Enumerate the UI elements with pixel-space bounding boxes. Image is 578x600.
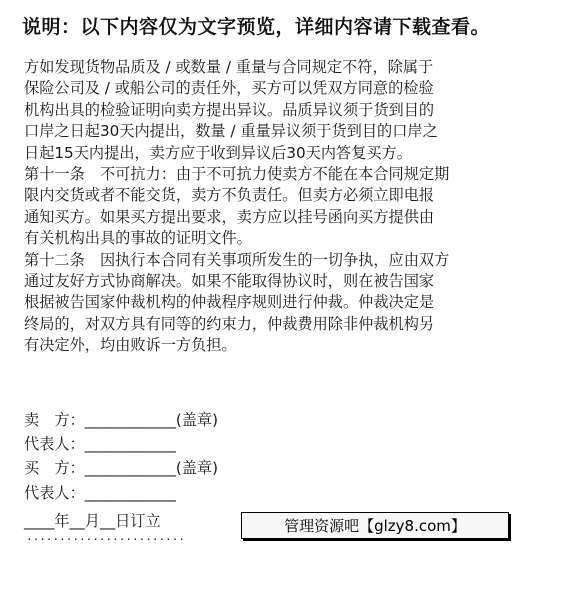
buyer-representative-line: 代表人：____________ <box>24 483 176 502</box>
contract-body <box>24 57 554 357</box>
text-line: 根据被告国家仲裁机构的仲裁程序规则进行仲裁。仲裁决定是 <box>24 293 435 312</box>
seller-signature-line: 卖 方：____________(盖章) <box>24 411 219 429</box>
text-line: 限内交货或者不能交货，卖方不负责任。但卖方必须立即电报 <box>24 186 435 205</box>
preview-notice: 说明：以下内容仅为文字预览，详细内容请下载查看。 <box>22 16 491 38</box>
text-line: 机构出具的检验证明向卖方提出异议。品质异议须于货到目的 <box>24 100 435 119</box>
text-line: 有决定外，均由败诉一方负担。 <box>24 336 237 355</box>
text-line: 日起15天内提出，卖方应于收到异议后30天内答复买方。 <box>24 143 412 162</box>
text-line: 通知买方。如果买方提出要求，卖方应以挂号函向买方提供由 <box>24 207 435 226</box>
text-line: 终局的，对双方具有同等的约束力，仲裁费用除非仲裁机构另 <box>24 314 435 333</box>
signing-date-line: ____年__月__日订立 <box>24 512 161 530</box>
text-line: 通过友好方式协商解决。如果不能取得协议时，则在被告国家 <box>24 272 435 291</box>
dotted-separator: ························ <box>26 533 185 546</box>
seller-representative-line: 代表人：____________ <box>24 435 176 454</box>
text-line: 方如发现货物品质及 / 或数量 / 重量与合同规定不符，除属于 <box>24 58 434 76</box>
signature-block <box>24 408 218 505</box>
text-line: 有关机构出具的事故的证明文件。 <box>24 229 252 248</box>
buyer-signature-line: 买 方：____________(盖章) <box>24 459 219 478</box>
clause-11-heading-line: 第十一条 不可抗力：由于不可抗力使卖方不能在本合同规定期 <box>24 165 450 184</box>
clause-12-heading-line: 第十二条 因执行本合同有关事项所发生的一切争执，应由双方 <box>24 250 450 269</box>
site-watermark: 管理资源吧【glzy8.com】 <box>241 512 509 539</box>
text-line: 口岸之日起30天内提出，数量 / 重量异议须于货到目的口岸之 <box>24 122 438 141</box>
text-line: 保险公司及 / 或船公司的责任外，买方可以凭双方同意的检验 <box>24 79 434 98</box>
